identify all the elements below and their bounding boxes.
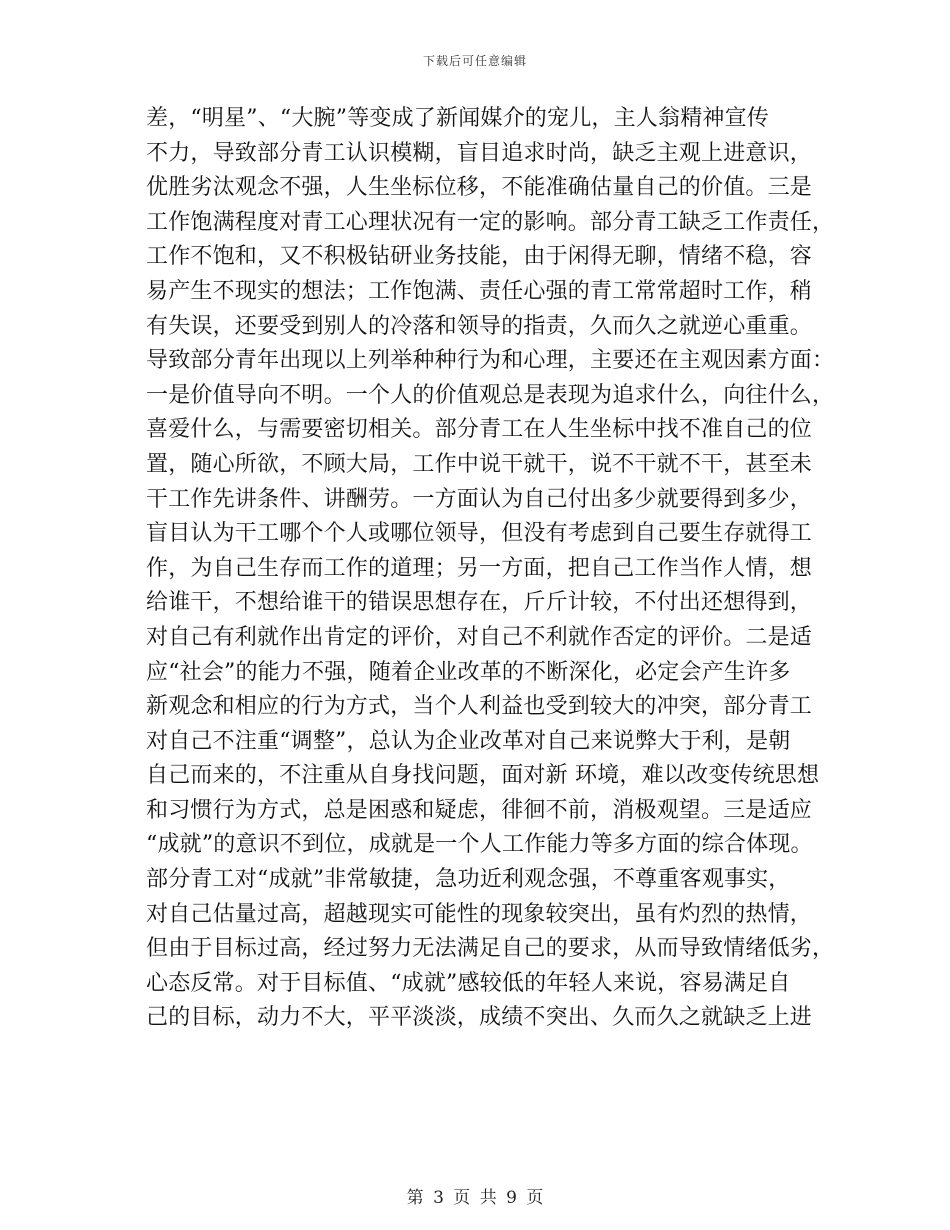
- text-line: 喜爱什么，与需要密切相关。部分青工在人生坐标中找不准自己的位: [146, 417, 813, 443]
- text-line: 导致部分青年出现以上列举种种行为和心理，主要还在主观因素方面：: [146, 348, 835, 374]
- page-number: 第 3 页 共 9 页: [406, 1188, 544, 1208]
- text-line: 作，为自己生存而工作的道理；另一方面，把自己工作当作人情，想: [146, 555, 813, 581]
- text-line: 对自己估量过高，超越现实可能性的现象较突出，虽有灼烈的热情，: [146, 901, 813, 927]
- text-line: 易产生不现实的想法；工作饱满、责任心强的青工常常超时工作，稍: [146, 278, 813, 304]
- text-line: 工作饱满程度对青工心理状况有一定的影响。部分青工缺乏工作责任，: [146, 209, 835, 235]
- text-line: 工作不饱和，又不积极钻研业务技能，由于闲得无聊，情绪不稳，容: [146, 244, 813, 270]
- text-line: 对自己不注重“调整”，总认为企业改革对自己来说弊大于利，是朝: [146, 728, 791, 754]
- text-line: 盲目认为干工哪个个人或哪位领导，但没有考虑到自己要生存就得工: [146, 521, 813, 547]
- text-line: 不力，导致部分青工认识模糊，盲目追求时尚，缺乏主观上进意识，: [146, 140, 813, 166]
- text-line: 部分青工对“成就”非常敏捷，急功近利观念强，不尊重客观事实，: [146, 867, 791, 893]
- text-line: 对自己有利就作出肯定的评价，对自己不利就作否定的评价。二是适: [146, 624, 813, 650]
- text-line: 和习惯行为方式，总是困惑和疑虑，徘徊不前，消极观望。三是适应: [146, 797, 813, 823]
- text-line: 己的目标，动力不大，平平淡淡，成绩不突出、久而久之就缺乏上进: [146, 1005, 813, 1031]
- page-header: 下载后可任意编辑: [422, 54, 527, 68]
- text-line: 一是价值导向不明。一个人的价值观总是表现为追求什么，向往什么，: [146, 382, 835, 408]
- text-line: 优胜劣汰观念不强，人生坐标位移，不能准确估量自己的价值。三是: [146, 175, 813, 201]
- text-line: 有失误，还要受到别人的冷落和领导的指责，久而久之就逆心重重。: [146, 313, 813, 339]
- text-line: 置，随心所欲，不顾大局，工作中说干就干，说不干就不干，甚至未: [146, 451, 813, 477]
- text-line: 新观念和相应的行为方式，当个人利益也受到较大的冲突，部分青工: [146, 694, 813, 720]
- text-line: 给谁干，不想给谁干的错误思想存在，斤斤计较，不付出还想得到，: [146, 590, 813, 616]
- text-line: 差，“明星”、“大腕”等变成了新闻媒介的宠儿，主人翁精神宣传: [146, 106, 769, 131]
- document-body: [146, 102, 835, 1036]
- text-line: 自己而来的，不注重从自身找问题，面对新 环境，难以改变传统思想: [146, 763, 820, 789]
- text-line: 心态反常。对于目标值、“成就”感较低的年轻人来说，容易满足自: [146, 970, 791, 996]
- text-line: “成就”的意识不到位，成就是一个人工作能力等多方面的综合体现。: [146, 832, 813, 858]
- text-line: 应“社会”的能力不强，随着企业改革的不断深化，必定会产生许多: [146, 659, 791, 685]
- text-line: 但由于目标过高，经过努力无法满足自己的要求，从而导致情绪低劣，: [146, 936, 835, 962]
- text-line: 干工作先讲条件、讲酬劳。一方面认为自己付出多少就要得到多少，: [146, 486, 813, 512]
